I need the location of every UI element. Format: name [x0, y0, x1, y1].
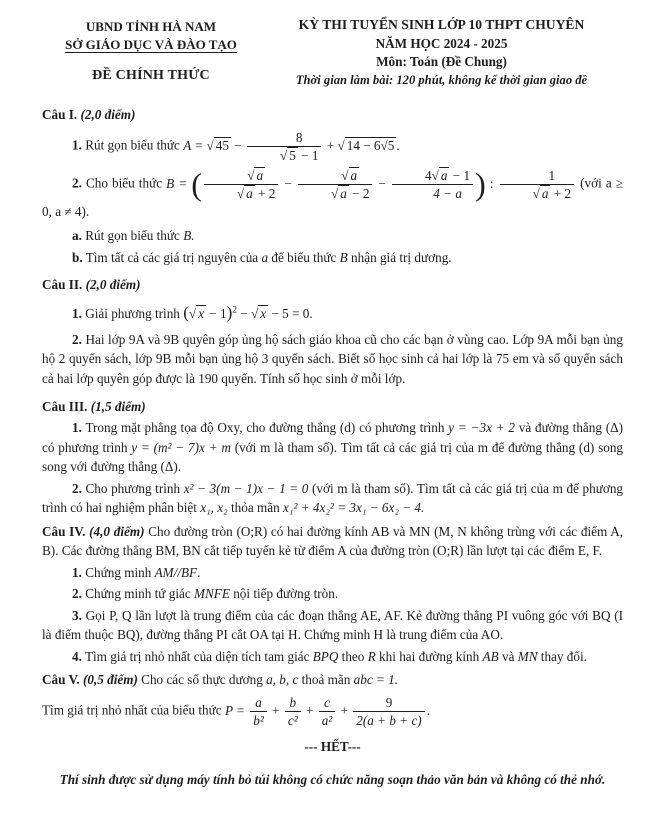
exam-subject: Môn: Toán (Đề Chung): [376, 53, 507, 69]
operator: +: [302, 702, 317, 718]
text-run: − 2: [348, 186, 370, 202]
numerator: 1: [500, 168, 574, 185]
denominator: b²: [253, 713, 264, 729]
text-run: Rút gọn biểu thức: [85, 228, 180, 244]
operator: −: [280, 176, 296, 192]
radicand: a: [440, 168, 448, 184]
section-points: (0,5 điểm): [82, 672, 138, 688]
var-run: A =: [183, 137, 207, 153]
denominator: [204, 185, 278, 201]
section-points: (1,5 điểm): [90, 398, 146, 414]
problem-1-2a: [42, 226, 623, 246]
exam-name: KỲ THI TUYỂN SINH LỚP 10 THPT CHUYÊN: [298, 17, 585, 32]
problem-5-formula-line: [42, 695, 623, 728]
text-run: Cho các số thực dương: [141, 672, 263, 688]
fraction: [204, 168, 278, 201]
radicand: 5: [289, 148, 296, 164]
var-run: P =: [224, 702, 249, 718]
denominator: [298, 185, 372, 201]
radicand: a: [246, 186, 253, 202]
denominator: [247, 147, 321, 163]
equation-run: x₁, x₂: [200, 500, 228, 516]
problem-1-1: [42, 130, 623, 163]
radical-sign: √: [341, 168, 349, 184]
radical-sign: √: [330, 186, 339, 202]
section-1: [42, 105, 623, 267]
var-run: abc = 1.: [353, 672, 399, 688]
numerator: 8: [247, 130, 321, 147]
text-run: Tìm giá trị nhỏ nhất của diện tích tam giác: [84, 648, 310, 664]
radical-sign: √: [236, 186, 245, 202]
text-run: .: [426, 702, 430, 718]
radicand: x: [198, 305, 204, 321]
operator: −: [374, 176, 391, 192]
text-run: nội tiếp đường tròn.: [233, 586, 339, 602]
problem-4-1: [42, 563, 623, 583]
numerator: [298, 168, 372, 185]
denominator: [500, 185, 574, 201]
var-run: MN: [517, 648, 538, 664]
operator: +: [323, 137, 338, 153]
close-paren: ): [226, 302, 233, 322]
exam-body: [42, 105, 623, 789]
radical-sign: √: [431, 168, 439, 184]
issuing-authority-block: [42, 16, 260, 85]
section-points: (4,0 điểm): [89, 523, 145, 539]
text-run: Trong mặt phẳng tọa độ Oxy, cho đường thẳng (d) có phương trình: [85, 420, 445, 436]
item-number: 2.: [72, 480, 82, 496]
var-run: BPQ: [312, 648, 339, 664]
condition-run: (với a ≥ 0, a ≠ 4).: [42, 176, 624, 219]
problem-4-4: [42, 647, 623, 667]
text-run: − 1: [297, 148, 319, 164]
denominator: c²: [287, 713, 298, 729]
section-3-heading: [42, 397, 623, 417]
text-run: Cho biểu thức: [85, 176, 163, 192]
operator: +: [337, 702, 352, 718]
item-number: 2.: [72, 331, 82, 347]
numerator: [392, 168, 473, 185]
radicand: 45: [215, 137, 229, 153]
problem-3-1: [42, 418, 623, 477]
footer-note: Thí sinh được sử dụng máy tính bỏ túi không có chức năng soạn thảo văn bản và không có thẻ nhớ.: [59, 772, 606, 788]
fraction: [247, 130, 321, 163]
radical-sign: √: [337, 137, 345, 153]
operator: :: [485, 176, 498, 192]
text-run: + 2: [254, 186, 276, 202]
section-title: Câu II.: [42, 277, 83, 293]
close-paren: ): [475, 165, 486, 202]
text-run: − 1: [449, 168, 471, 184]
text-run: thay đổi.: [540, 648, 587, 664]
formula-P: [224, 694, 430, 729]
exam-title-block: [260, 16, 623, 89]
radical-sign: √: [188, 305, 197, 321]
item-number: 2.: [72, 586, 82, 602]
equation-run: y = −3x + 2: [448, 420, 515, 436]
exam-year: NĂM HỌC 2024 - 2025: [375, 35, 508, 51]
text-run: Cho đường tròn (O;R) có hai đường kính AB và MN (M, N không trùng với các điểm A, B). Các đường thẳng BM, BN cắt tiếp tuyến kẻ từ điểm A của đường tròn (O;R) lần lượt tại các điểm E, F.: [42, 523, 624, 559]
section-points: (2,0 điểm): [85, 277, 141, 293]
var-run: a: [261, 249, 269, 265]
text-run: và: [501, 648, 515, 664]
item-number: 1.: [72, 564, 82, 580]
numerator: b: [285, 695, 301, 712]
text-run: − 5 = 0.: [268, 305, 313, 321]
radical-sign: √: [251, 305, 259, 321]
problem-2-2: [42, 330, 623, 389]
text-run: theo: [341, 648, 365, 664]
text-run: .: [396, 137, 400, 153]
item-number: 1.: [72, 137, 82, 153]
operator: −: [237, 305, 252, 321]
numerator: a: [250, 695, 267, 712]
equation-run: AM//BF: [154, 564, 198, 580]
denominator: 2(a + b + c): [356, 713, 422, 729]
item-letter: a.: [72, 228, 82, 244]
operator: +: [268, 702, 283, 718]
document-header: [42, 16, 623, 89]
text-run: để biểu thức: [271, 249, 337, 265]
section-5-heading: [42, 670, 623, 690]
item-number: 1.: [72, 420, 82, 436]
var-run: R: [367, 648, 376, 664]
exponent: 2: [232, 305, 238, 316]
text-run: Giải phương trình: [85, 305, 180, 321]
text-run: Hai lớp 9A và 9B quyên góp ủng hộ sách giáo khoa cũ cho các bạn ở vùng cao. Lớp 9A mỗi bạn ủng hộ 2 quyển sách, lớp 9B mỗi bạn ủng hộ 3 quyển sách. Biết số học sinh cả hai lớp là 75 em và số quyển sách cả hai lớp quyên góp được là 190 quyển. Tính số học sinh ở mỗi lớp.: [42, 331, 623, 386]
problem-1-2: [42, 165, 624, 221]
var-run: B.: [183, 228, 195, 244]
doc-type-label: ĐỀ CHÍNH THỨC: [92, 67, 210, 83]
radicand: a: [340, 186, 347, 202]
text-run: thoả mãn: [301, 672, 351, 688]
text-run: thỏa mãn: [231, 500, 280, 516]
text-run: (với m là tham số). Tìm tất cả các giá trị của m để phương trình có hai nghiệm phân biệt: [42, 480, 624, 516]
item-letter: b.: [72, 249, 83, 265]
var-run: a, b, c: [266, 672, 299, 688]
formula-eq1: [183, 302, 313, 322]
text-run: Chứng minh tứ giác: [85, 586, 191, 602]
text-run: Rút gọn biểu thức: [85, 137, 180, 153]
exam-duration: Thời gian làm bài: 120 phút, không kể thời gian giao đề: [295, 73, 588, 88]
text-run: khi hai đường kính: [379, 648, 480, 664]
radicand: a: [541, 186, 549, 202]
denominator: a²: [321, 713, 333, 729]
equation-run: y = (m² − 7)x + m: [131, 439, 231, 455]
text-run: Tìm tất cả các giá trị nguyên của: [85, 249, 259, 265]
section-4-heading: [42, 522, 623, 561]
var-run: B: [339, 249, 348, 265]
radical-sign: √: [247, 168, 255, 184]
denominator: 4 − a: [433, 186, 462, 202]
problem-4-2: [42, 584, 623, 604]
numerator: c: [319, 695, 336, 712]
var-run: AB: [482, 648, 499, 664]
equation-run: x² − 3(m − 1)x − 1 = 0: [183, 480, 309, 496]
section-points: (2,0 điểm): [80, 107, 136, 123]
item-number: 4.: [72, 648, 82, 664]
section-1-heading: [42, 105, 623, 125]
text-run: và đường thẳng (Δ) có phương trình: [42, 420, 624, 455]
problem-1-2b: [42, 248, 623, 268]
section-title: Câu I.: [42, 107, 78, 123]
numerator: [204, 168, 278, 185]
text-run: nhận giá trị dương.: [351, 249, 452, 265]
open-paren: (: [183, 302, 189, 322]
fraction: [298, 168, 372, 201]
operator: −: [230, 137, 245, 153]
radicand: x: [260, 305, 267, 321]
fraction: [285, 695, 301, 728]
text-run: .: [197, 564, 201, 580]
text-run: Cho phương trình: [85, 480, 181, 496]
var-run: B =: [166, 176, 192, 192]
open-paren: (: [191, 165, 202, 202]
text-run: Tìm giá trị nhỏ nhất của biểu thức: [42, 702, 222, 718]
section-4: [42, 522, 623, 667]
problem-2-1: [42, 300, 623, 325]
section-5: [42, 670, 623, 728]
problem-3-2: [42, 479, 623, 518]
fraction: [353, 695, 424, 728]
fraction: [250, 695, 267, 728]
formula-A: [183, 129, 400, 164]
section-3: [42, 397, 623, 518]
authority-name: SỞ GIÁO DỤC VÀ ĐÀO TẠO: [65, 36, 237, 52]
item-number: 1.: [72, 305, 82, 321]
text-run: Chứng minh: [85, 564, 152, 580]
authority-parent: UBND TỈNH HÀ NAM: [85, 19, 217, 34]
radical-sign: √: [206, 137, 214, 153]
section-title: Câu III.: [42, 398, 88, 414]
section-2-heading: [42, 275, 623, 295]
text-run: (với m là tham số). Tìm tất cả các giá trị của m để đường thẳng (d) song song với đường thẳng (Δ).: [42, 439, 624, 475]
section-2: [42, 275, 623, 388]
radicand: a: [350, 168, 358, 184]
fraction: [500, 168, 574, 201]
radicand: a: [256, 168, 264, 184]
section-title: Câu IV.: [42, 523, 86, 539]
end-mark: --- HẾT---: [304, 739, 361, 755]
formula-B: [166, 165, 576, 202]
fraction: [392, 168, 473, 201]
text-run: − 1: [205, 305, 227, 321]
item-number: 3.: [72, 607, 82, 623]
radical-sign: √: [279, 148, 288, 164]
numerator: 9: [353, 695, 424, 712]
equation-run: x₁² + 4x₂² = 3x₁ − 6x₂ − 4.: [283, 500, 425, 516]
radicand: 14 − 6√5: [346, 137, 395, 153]
fraction: [319, 695, 336, 728]
problem-4-3: [42, 606, 623, 645]
text-run: + 2: [550, 186, 572, 202]
text-run: Gọi P, Q lần lượt là trung điểm của các đoạn thẳng AE, AF. Kẻ đường thẳng PI vuông góc với BQ (I là điểm thuộc BQ), đường thẳng PI cắt OA tại H. Chứng minh H là trung điểm của AO.: [42, 607, 623, 643]
item-number: 2.: [72, 176, 82, 192]
coefficient: 4: [425, 168, 432, 184]
section-title: Câu V.: [42, 672, 80, 688]
radical-sign: √: [532, 186, 540, 202]
equation-run: MNFE: [193, 586, 230, 602]
